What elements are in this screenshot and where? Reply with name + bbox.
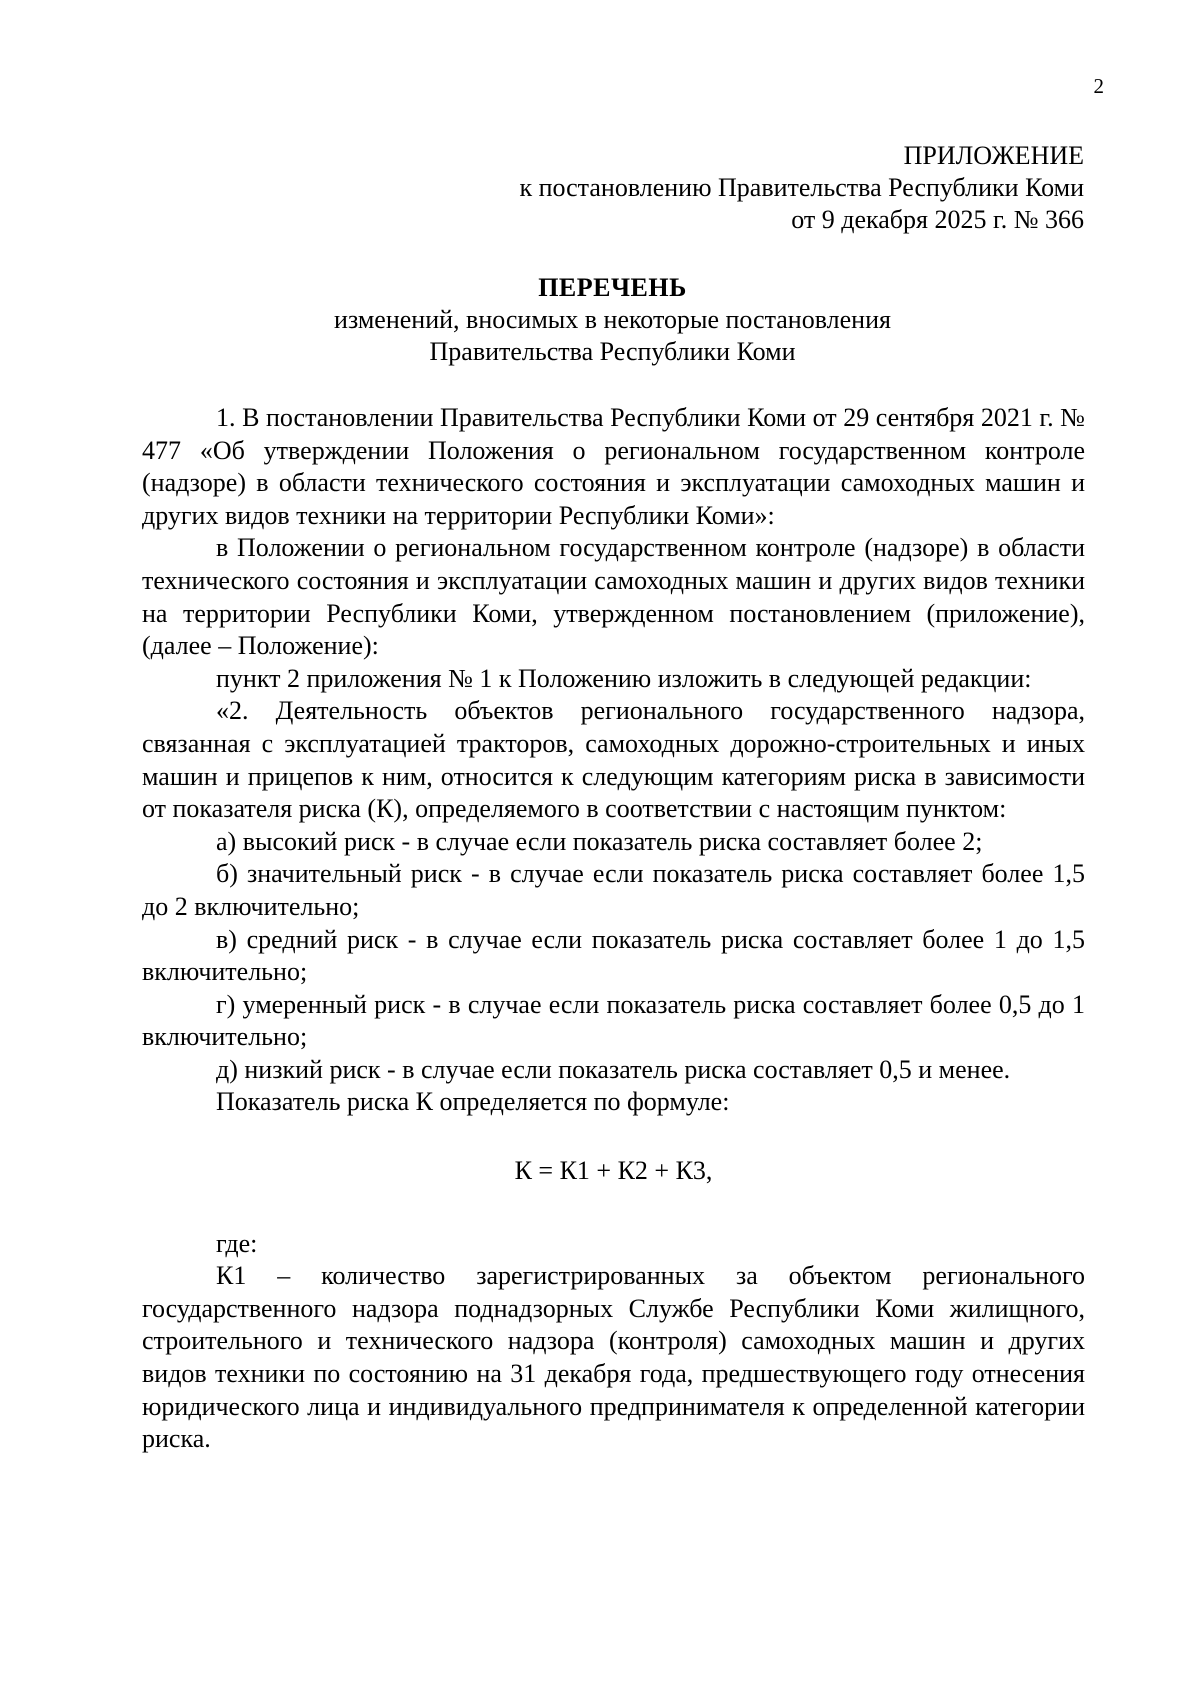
paragraph-3: пункт 2 приложения № 1 к Положению изложить в следующей редакции: [216,663,1032,693]
risk-formula: К = К1 + К2 + К3, [514,1156,713,1186]
page-number: 2 [1093,74,1104,98]
where-label: где: [216,1228,258,1258]
document-body [142,402,1085,1456]
title-subtitle-line1: изменений, вносимых в некоторые постановления [334,305,891,334]
title-heading: ПЕРЕЧЕНЬ [538,273,687,302]
annex-date-number: от 9 декабря 2025 г. № 366 [791,205,1084,234]
annex-reference: к постановлению Правительства Республики Коми [519,173,1084,202]
annex-title: ПРИЛОЖЕНИЕ [903,141,1084,170]
paragraph-4: «2. Деятельность объектов регионального государственного надзора, связанная с эксплуатацией тракторов, самоходных дорожно-строительных и иных машин и прицепов к ним, относится к следующим категориям риска в зависимости от показателя риска (К), определяемого в соответствии с настоящим пунктом: [142,696,1085,824]
paragraph-1: 1. В постановлении Правительства Республики Коми от 29 сентября 2021 г. № 477 «Об утверждении Положения о региональном государственном контроле (надзоре) в области технического состояния и эксплуатации самоходных машин и других видов техники на территории Республики Коми»: [142,403,1085,530]
risk-item-b: б) значительный риск - в случае если показатель риска составляет более 1,5 до 2 включительно; [142,859,1085,921]
k1-definition: К1 – количество зарегистрированных за объектом регионального государственного надзора поднадзорных Службе Республики Коми жилищного, строительного и технического надзора (контроля) самоходных машин и других видов техники по состоянию на 31 декабря года, предшествующего году отнесения юридического лица и индивидуального предпринимателя к определенной категории риска. [142,1261,1085,1454]
formula-intro: Показатель риска К определяется по формуле: [216,1087,730,1117]
document-title [140,272,1085,368]
risk-item-d: д) низкий риск - в случае если показатель риска составляет 0,5 и менее. [216,1054,1011,1084]
risk-item-v: в) средний риск - в случае если показатель риска составляет более 1 до 1,5 включительно; [142,924,1085,987]
risk-item-a: а) высокий риск - в случае если показатель риска составляет более 2; [216,826,983,856]
title-subtitle-line2: Правительства Республики Коми [429,337,796,366]
annex-header [519,140,1084,236]
paragraph-2: в Положении о региональном государственном контроле (надзоре) в области технического состояния и эксплуатации самоходных машин и других видов техники на территории Республики Коми, утвержденном постановлением (приложение), (далее – Положение): [142,533,1085,661]
risk-item-g: г) умеренный риск - в случае если показатель риска составляет более 0,5 до 1 включительно; [142,989,1085,1052]
